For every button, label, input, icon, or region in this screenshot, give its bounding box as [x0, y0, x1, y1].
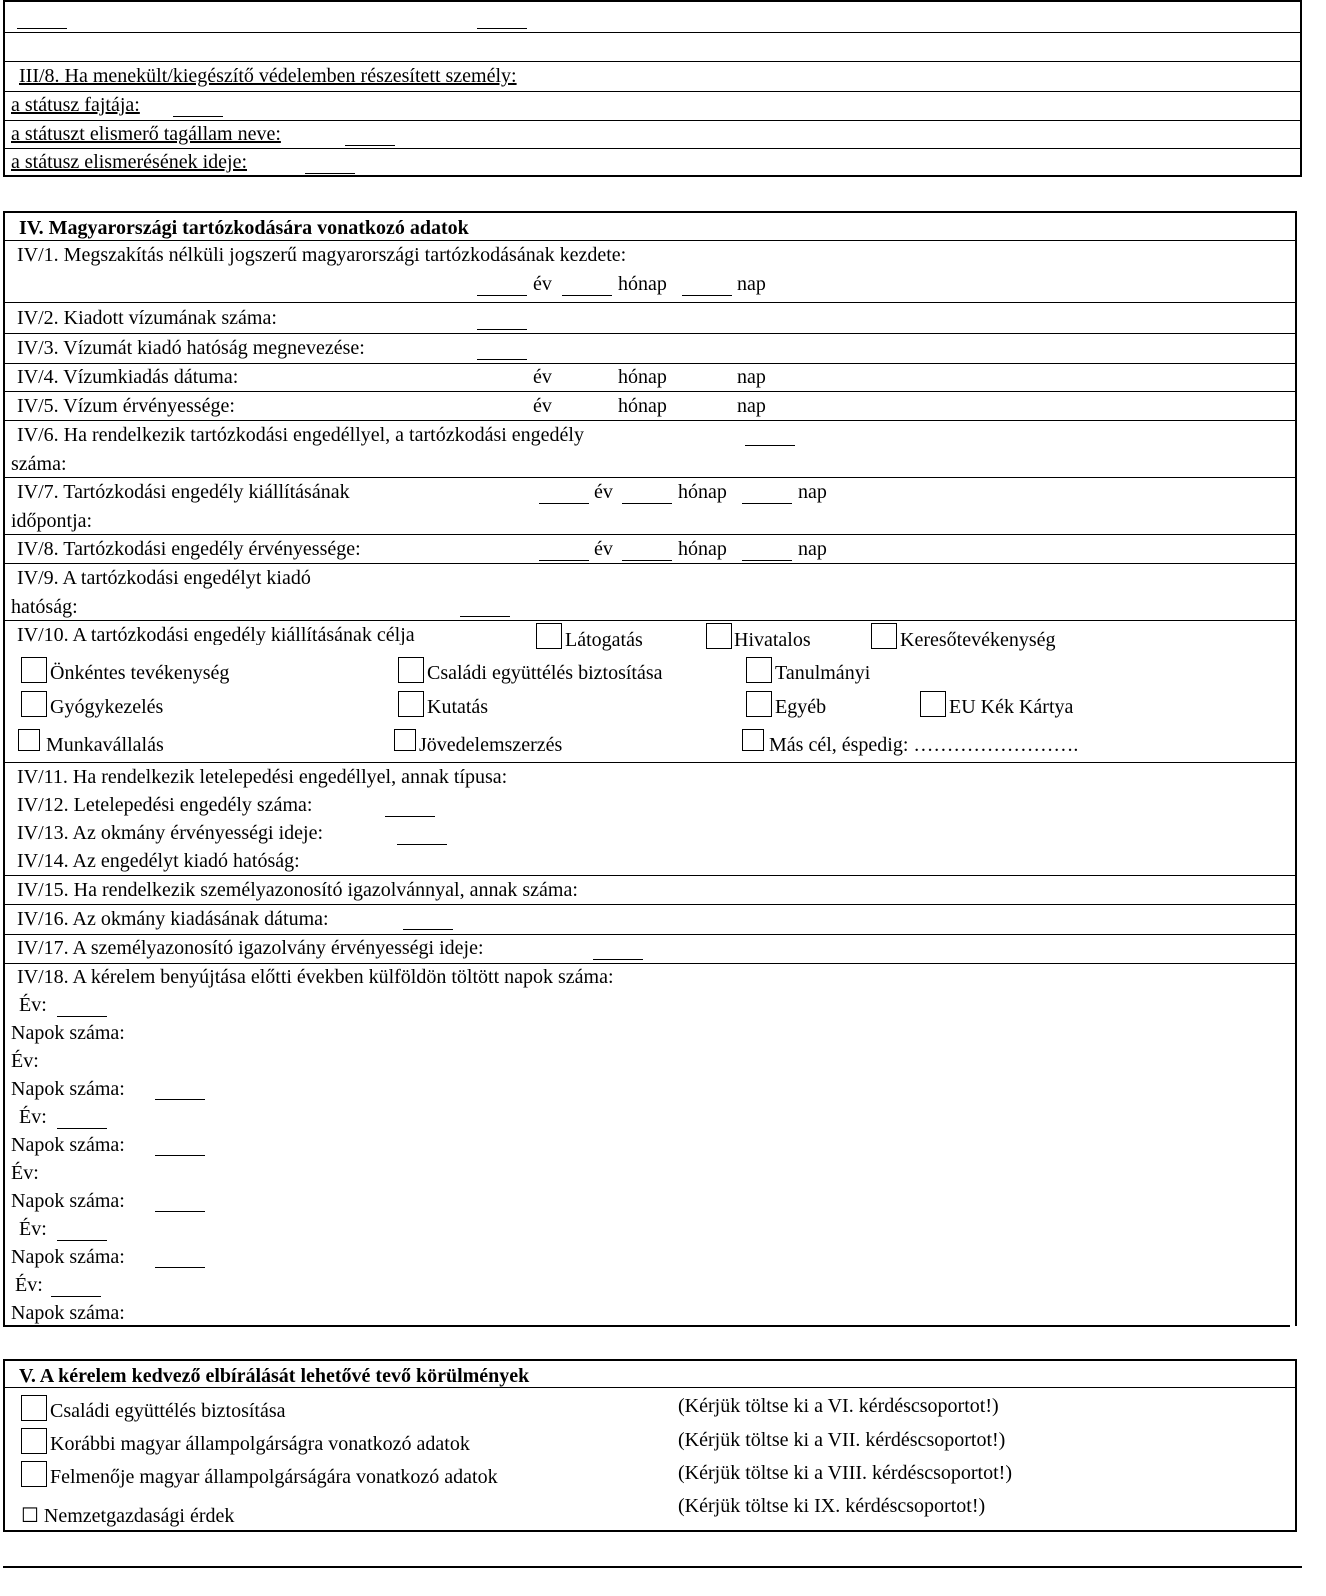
eu-card-label: EU Kék Kártya	[949, 696, 1074, 718]
q4-16-field[interactable]	[403, 929, 453, 930]
q4-1-day-unit: nap	[737, 273, 766, 295]
csaladi-egyutteles-label: Családi együttélés biztosítása	[50, 1400, 286, 1422]
status-date-label: a státusz elismerésének ideje:	[11, 151, 248, 173]
q4-8-day-unit: nap	[798, 538, 827, 560]
year-field[interactable]	[57, 1128, 107, 1129]
tanulmanyi-checkbox[interactable]	[746, 657, 772, 683]
q3-8-title: III/8. Ha menekült/kiegészítő védelemben részesített személy:	[19, 65, 517, 87]
kereso-checkbox[interactable]	[871, 623, 897, 649]
bottom-rule	[3, 1566, 1302, 1568]
q4-6-label: IV/6. Ha rendelkezik tartózkodási engedéllyel, a tartózkodási engedély	[17, 424, 584, 446]
q4-7-month-unit: hónap	[678, 481, 727, 503]
days-field[interactable]	[155, 1155, 205, 1156]
munka-label: Munkavállalás	[46, 734, 164, 756]
q4-10-label: IV/10. A tartózkodási engedély kiállításának célja	[17, 625, 415, 645]
year-label: Év:	[19, 1218, 47, 1240]
q4-7-day-unit: nap	[798, 481, 827, 503]
kutatas-label: Kutatás	[427, 696, 489, 718]
status-date-field[interactable]	[305, 173, 355, 174]
row-divider	[5, 240, 1295, 241]
note-vi: (Kérjük töltse ki a VI. kérdéscsoportot!)	[678, 1395, 999, 1417]
q4-8-day-field[interactable]	[742, 560, 792, 561]
jovedelem-label: Jövedelemszerzés	[419, 734, 563, 756]
year-label: Év:	[11, 1162, 39, 1184]
q4-4-year-unit: év	[533, 366, 552, 388]
korabbi-allampolgarsag-label: Korábbi magyar állampolgárságra vonatkozó adatok	[50, 1433, 470, 1455]
nemzetgazdasagi-erdek-option[interactable]: ☐ Nemzetgazdasági érdek	[21, 1505, 235, 1527]
munka-checkbox[interactable]	[18, 729, 40, 751]
q4-5-month-unit: hónap	[618, 395, 667, 417]
csaladi-egyutteles-checkbox[interactable]	[21, 1395, 47, 1421]
q4-12-label: IV/12. Letelepedési engedély száma:	[17, 794, 313, 816]
days-label: Napok száma:	[11, 1078, 125, 1100]
row-divider	[5, 32, 1300, 33]
q4-9-label: IV/9. A tartózkodási engedélyt kiadó	[17, 567, 311, 589]
tanulmanyi-label: Tanulmányi	[775, 662, 871, 684]
row-divider	[5, 534, 1295, 535]
row-divider	[5, 963, 1295, 964]
mas-cel-label: Más cél, éspedig: …………………….	[769, 734, 1079, 756]
q4-5-day-unit: nap	[737, 395, 766, 417]
q4-7-day-field[interactable]	[742, 503, 792, 504]
q4-8-month-unit: hónap	[678, 538, 727, 560]
mas-cel-checkbox[interactable]	[742, 729, 764, 751]
row-divider	[5, 1387, 1295, 1388]
q4-6-label-cont: száma:	[11, 453, 67, 475]
kereso-label: Keresőtevékenység	[900, 629, 1056, 651]
year-label: Év:	[19, 994, 47, 1016]
gyogy-label: Gyógykezelés	[50, 696, 164, 718]
row-divider	[5, 91, 1300, 92]
q4-11-label: IV/11. Ha rendelkezik letelepedési engedéllyel, annak típusa:	[17, 766, 508, 788]
q4-8-month-field[interactable]	[622, 560, 672, 561]
q4-8-label: IV/8. Tartózkodási engedély érvényessége:	[17, 538, 361, 560]
status-state-field[interactable]	[345, 145, 395, 146]
q4-7-year-field[interactable]	[539, 503, 589, 504]
csaladi-checkbox[interactable]	[398, 657, 424, 683]
latogatas-checkbox[interactable]	[536, 623, 562, 649]
felmeno-allampolgarsag-label: Felmenője magyar állampolgárságára vonatkozó adatok	[50, 1466, 498, 1488]
hivatalos-checkbox[interactable]	[706, 623, 732, 649]
q4-13-field[interactable]	[397, 844, 447, 845]
q4-4-month-unit: hónap	[618, 366, 667, 388]
status-type-label: a státusz fajtája:	[11, 94, 140, 116]
gyogy-checkbox[interactable]	[21, 691, 47, 717]
row-divider	[5, 477, 1295, 478]
q4-4-day-unit: nap	[737, 366, 766, 388]
korabbi-allampolgarsag-checkbox[interactable]	[21, 1428, 47, 1454]
year-field[interactable]	[57, 1240, 107, 1241]
days-field[interactable]	[155, 1211, 205, 1212]
section-4-box	[3, 211, 1297, 1326]
days-field[interactable]	[155, 1267, 205, 1268]
blank-field[interactable]	[477, 28, 527, 29]
days-field[interactable]	[155, 1099, 205, 1100]
section-5-title: V. A kérelem kedvező elbírálását lehetővé tevő körülmények	[19, 1365, 530, 1387]
days-label: Napok száma:	[11, 1022, 125, 1044]
q4-8-year-unit: év	[594, 538, 613, 560]
q4-1-month-field[interactable]	[562, 295, 612, 296]
section-4-bottom-border	[3, 1325, 1290, 1327]
hivatalos-label: Hivatalos	[734, 629, 811, 651]
row-divider	[5, 363, 1295, 364]
q4-9-label-cont: hatóság:	[11, 596, 78, 618]
jovedelem-checkbox[interactable]	[394, 729, 416, 751]
q4-9-field[interactable]	[460, 616, 510, 617]
days-label: Napok száma:	[11, 1190, 125, 1212]
row-divider	[5, 563, 1295, 564]
note-viii: (Kérjük töltse ki a VIII. kérdéscsoportot!)	[678, 1462, 1012, 1484]
q4-1-month-unit: hónap	[618, 273, 667, 295]
section-5-box	[3, 1359, 1297, 1532]
note-vii: (Kérjük töltse ki a VII. kérdéscsoportot!)	[678, 1429, 1006, 1451]
q4-3-label: IV/3. Vízumát kiadó hatóság megnevezése:	[17, 337, 365, 359]
status-type-field[interactable]	[173, 116, 223, 117]
q4-5-label: IV/5. Vízum érvényessége:	[17, 395, 235, 417]
onkentes-checkbox[interactable]	[21, 657, 47, 683]
q4-14-label: IV/14. Az engedélyt kiadó hatóság:	[17, 850, 300, 872]
year-field[interactable]	[51, 1296, 101, 1297]
q4-4-label: IV/4. Vízumkiadás dátuma:	[17, 366, 239, 388]
q4-17-field[interactable]	[593, 959, 643, 960]
q4-1-year-field[interactable]	[477, 295, 527, 296]
q4-16-label: IV/16. Az okmány kiadásának dátuma:	[17, 908, 329, 930]
felmeno-allampolgarsag-checkbox[interactable]	[21, 1461, 47, 1487]
row-divider	[5, 61, 1300, 62]
row-divider	[5, 420, 1295, 421]
q4-3-field[interactable]	[477, 359, 527, 360]
year-field[interactable]	[57, 1016, 107, 1017]
days-label: Napok száma:	[11, 1134, 125, 1156]
row-divider	[5, 934, 1295, 935]
blank-field[interactable]	[17, 28, 67, 29]
q4-8-year-field[interactable]	[539, 560, 589, 561]
q4-7-year-unit: év	[594, 481, 613, 503]
latogatas-label: Látogatás	[565, 629, 643, 651]
q4-6-field[interactable]	[745, 445, 795, 446]
eu-card-checkbox[interactable]	[920, 691, 946, 717]
q4-15-label: IV/15. Ha rendelkezik személyazonosító igazolvánnyal, annak száma:	[17, 879, 578, 901]
q4-12-field[interactable]	[385, 816, 435, 817]
row-divider	[5, 620, 1295, 621]
row-divider	[5, 148, 1300, 149]
q4-7-month-field[interactable]	[622, 503, 672, 504]
status-state-label: a státuszt elismerő tagállam neve:	[11, 123, 281, 145]
row-divider	[5, 333, 1295, 334]
onkentes-label: Önkéntes tevékenység	[50, 662, 230, 684]
row-divider	[5, 391, 1295, 392]
egyeb-label: Egyéb	[775, 696, 827, 718]
row-divider	[5, 120, 1300, 121]
q4-13-label: IV/13. Az okmány érvényességi ideje:	[17, 822, 324, 844]
q4-7-label-cont: időpontja:	[11, 510, 93, 532]
egyeb-checkbox[interactable]	[746, 691, 772, 717]
q4-2-field[interactable]	[477, 329, 527, 330]
q4-7-label: IV/7. Tartózkodási engedély kiállításának	[17, 481, 350, 503]
q4-1-day-field[interactable]	[682, 295, 732, 296]
q4-5-year-unit: év	[533, 395, 552, 417]
note-ix: (Kérjük töltse ki IX. kérdéscsoportot!)	[678, 1495, 986, 1517]
q4-17-label: IV/17. A személyazonosító igazolvány érvényességi ideje:	[17, 937, 484, 959]
row-divider	[5, 302, 1295, 303]
row-divider	[5, 762, 1295, 763]
row-divider	[5, 875, 1295, 876]
csaladi-label: Családi együttélés biztosítása	[427, 662, 663, 684]
q4-1-label: IV/1. Megszakítás nélküli jogszerű magyarországi tartózkodásának kezdete:	[17, 244, 627, 266]
kutatas-checkbox[interactable]	[398, 691, 424, 717]
q4-1-year-unit: év	[533, 273, 552, 295]
q4-2-label: IV/2. Kiadott vízumának száma:	[17, 307, 277, 329]
days-label: Napok száma:	[11, 1246, 125, 1268]
section-4-title: IV. Magyarországi tartózkodására vonatkozó adatok	[19, 217, 469, 239]
section-3-box	[3, 0, 1302, 177]
year-label: Év:	[11, 1050, 39, 1072]
year-label: Év:	[19, 1106, 47, 1128]
q4-18-label: IV/18. A kérelem benyújtása előtti években külföldön töltött napok száma:	[17, 966, 614, 988]
year-label: Év:	[15, 1274, 43, 1296]
row-divider	[5, 904, 1295, 905]
days-label: Napok száma:	[11, 1302, 125, 1324]
